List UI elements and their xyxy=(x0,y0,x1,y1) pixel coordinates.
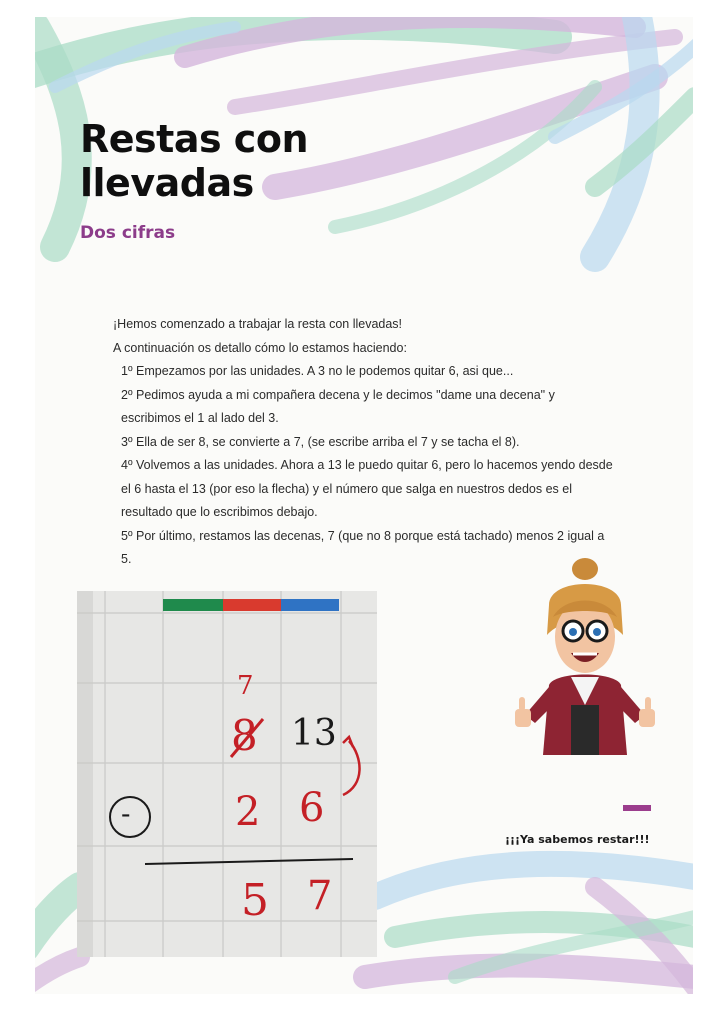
minuend-units: 13 xyxy=(291,713,337,754)
accent-bar xyxy=(623,805,651,811)
borrowed-tens-digit: 7 xyxy=(237,671,254,701)
subtrahend-units: 6 xyxy=(299,785,325,831)
step-text: 1º Empezamos por las unidades. A 3 no le podemos quitar 6, asi que... xyxy=(121,364,514,378)
crossed-tens-digit: 8 xyxy=(231,711,258,760)
result-tens: 5 xyxy=(241,875,269,926)
intro-line: ¡Hemos comenzado a trabajar la resta con llevadas! xyxy=(113,317,403,331)
subtraction-photo xyxy=(77,591,377,957)
teacher-avatar xyxy=(505,555,665,765)
step-text: 3º Ella de ser 8, se convierte a 7, (se escribe arriba el 7 y se tacha el 8). xyxy=(121,434,520,449)
strike-mark xyxy=(227,715,267,761)
title-line: llevadas xyxy=(80,161,254,205)
intro-line: A continuación os detallo cómo lo estamos haciendo: xyxy=(113,340,407,355)
caption-text: ¡¡¡Ya sabemos restar!!! xyxy=(505,833,650,846)
page-title xyxy=(80,117,308,205)
subtrahend-tens: 2 xyxy=(235,789,261,835)
step-text: 5º Por último, restamos las decenas, 7 (que no 8 porque está tachado) menos 2 igual a 5. xyxy=(121,528,605,566)
page-subtitle: Dos cifras xyxy=(80,223,176,243)
result-units: 7 xyxy=(307,873,333,919)
step-text: 2º Pedimos ayuda a mi compañera decena y le decimos "dame una decena" y escribimos el 1 al lado del 3. xyxy=(121,387,555,425)
operator-sign: - xyxy=(121,797,131,830)
title-line: Restas con xyxy=(80,117,308,161)
step-text: 4º Volvemos a las unidades. Ahora a 13 le puedo quitar 6, pero lo hacemos yendo desde el 6 hasta el 13 (por eso la flecha) y el número que salga en nuestros dedos es el resultado que lo escribimos debajo. xyxy=(121,458,613,519)
worksheet-page xyxy=(35,17,693,994)
explanation-text xyxy=(113,313,613,572)
arrow-icon xyxy=(339,733,371,803)
